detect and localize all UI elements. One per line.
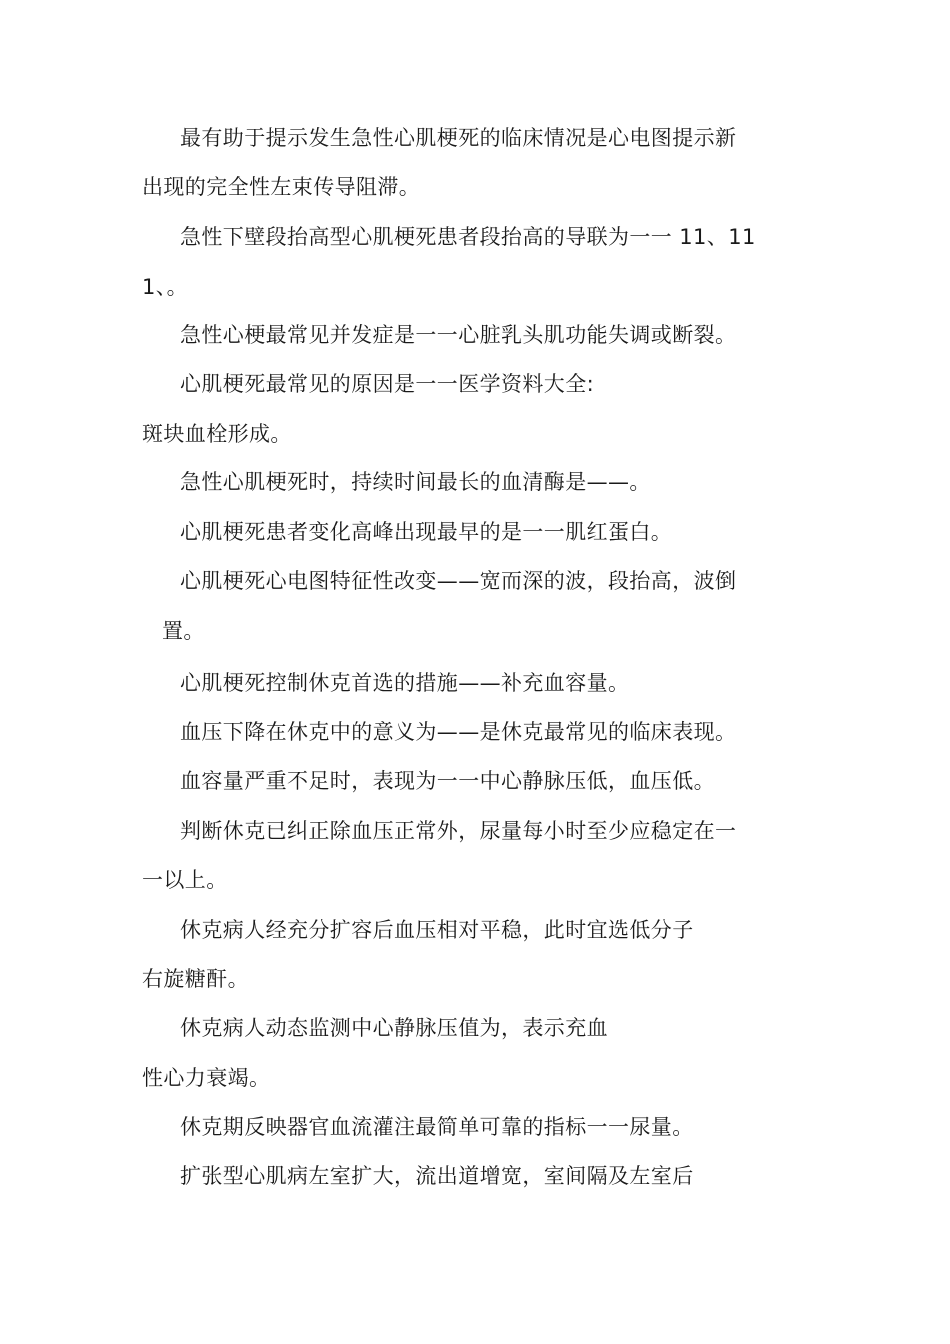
text-line: 斑块血栓形成。 [142,422,292,446]
text-line: 休克期反映器官血流灌注最简单可靠的指标一一尿量。 [180,1115,694,1139]
text-line: 心肌梗死最常见的原因是一一医学资料大全: [180,372,595,396]
text-line: 急性心梗最常见并发症是一一心脏乳头肌功能失调或断裂。 [180,323,737,347]
text-line: 急性下壁段抬高型心肌梗死患者段抬高的导联为一一 11、11 [180,225,756,249]
text-line: 心肌梗死患者变化高峰出现最早的是一一肌红蛋白。 [180,520,673,544]
text-line: 血压下降在休克中的意义为——是休克最常见的临床表现。 [180,720,737,744]
text-line: 置。 [162,619,205,643]
text-line: 一以上。 [142,868,228,892]
text-line: 右旋糖酐。 [142,967,249,991]
text-line: 急性心肌梗死时，持续时间最长的血清酶是——。 [180,470,651,494]
text-line: 心肌梗死心电图特征性改变——宽而深的波，段抬高，波倒 [180,569,737,593]
text-line: 1、。 [142,275,189,299]
text-line: 扩张型心肌病左室扩大，流出道增宽，室间隔及左室后 [180,1164,694,1188]
text-line: 性心力衰竭。 [142,1066,271,1090]
text-line: 最有助于提示发生急性心肌梗死的临床情况是心电图提示新 [180,126,737,150]
text-line: 休克病人动态监测中心静脉压值为，表示充血 [180,1016,608,1040]
text-line: 血容量严重不足时，表现为一一中心静脉压低，血压低。 [180,769,715,793]
text-line: 出现的完全性左束传导阻滞。 [142,175,421,199]
text-line: 心肌梗死控制休克首选的措施——补充血容量。 [180,671,630,695]
text-line: 休克病人经充分扩容后血压相对平稳，此时宜选低分子 [180,918,694,942]
text-line: 判断休克已纠正除血压正常外，尿量每小时至少应稳定在一 [180,819,737,843]
